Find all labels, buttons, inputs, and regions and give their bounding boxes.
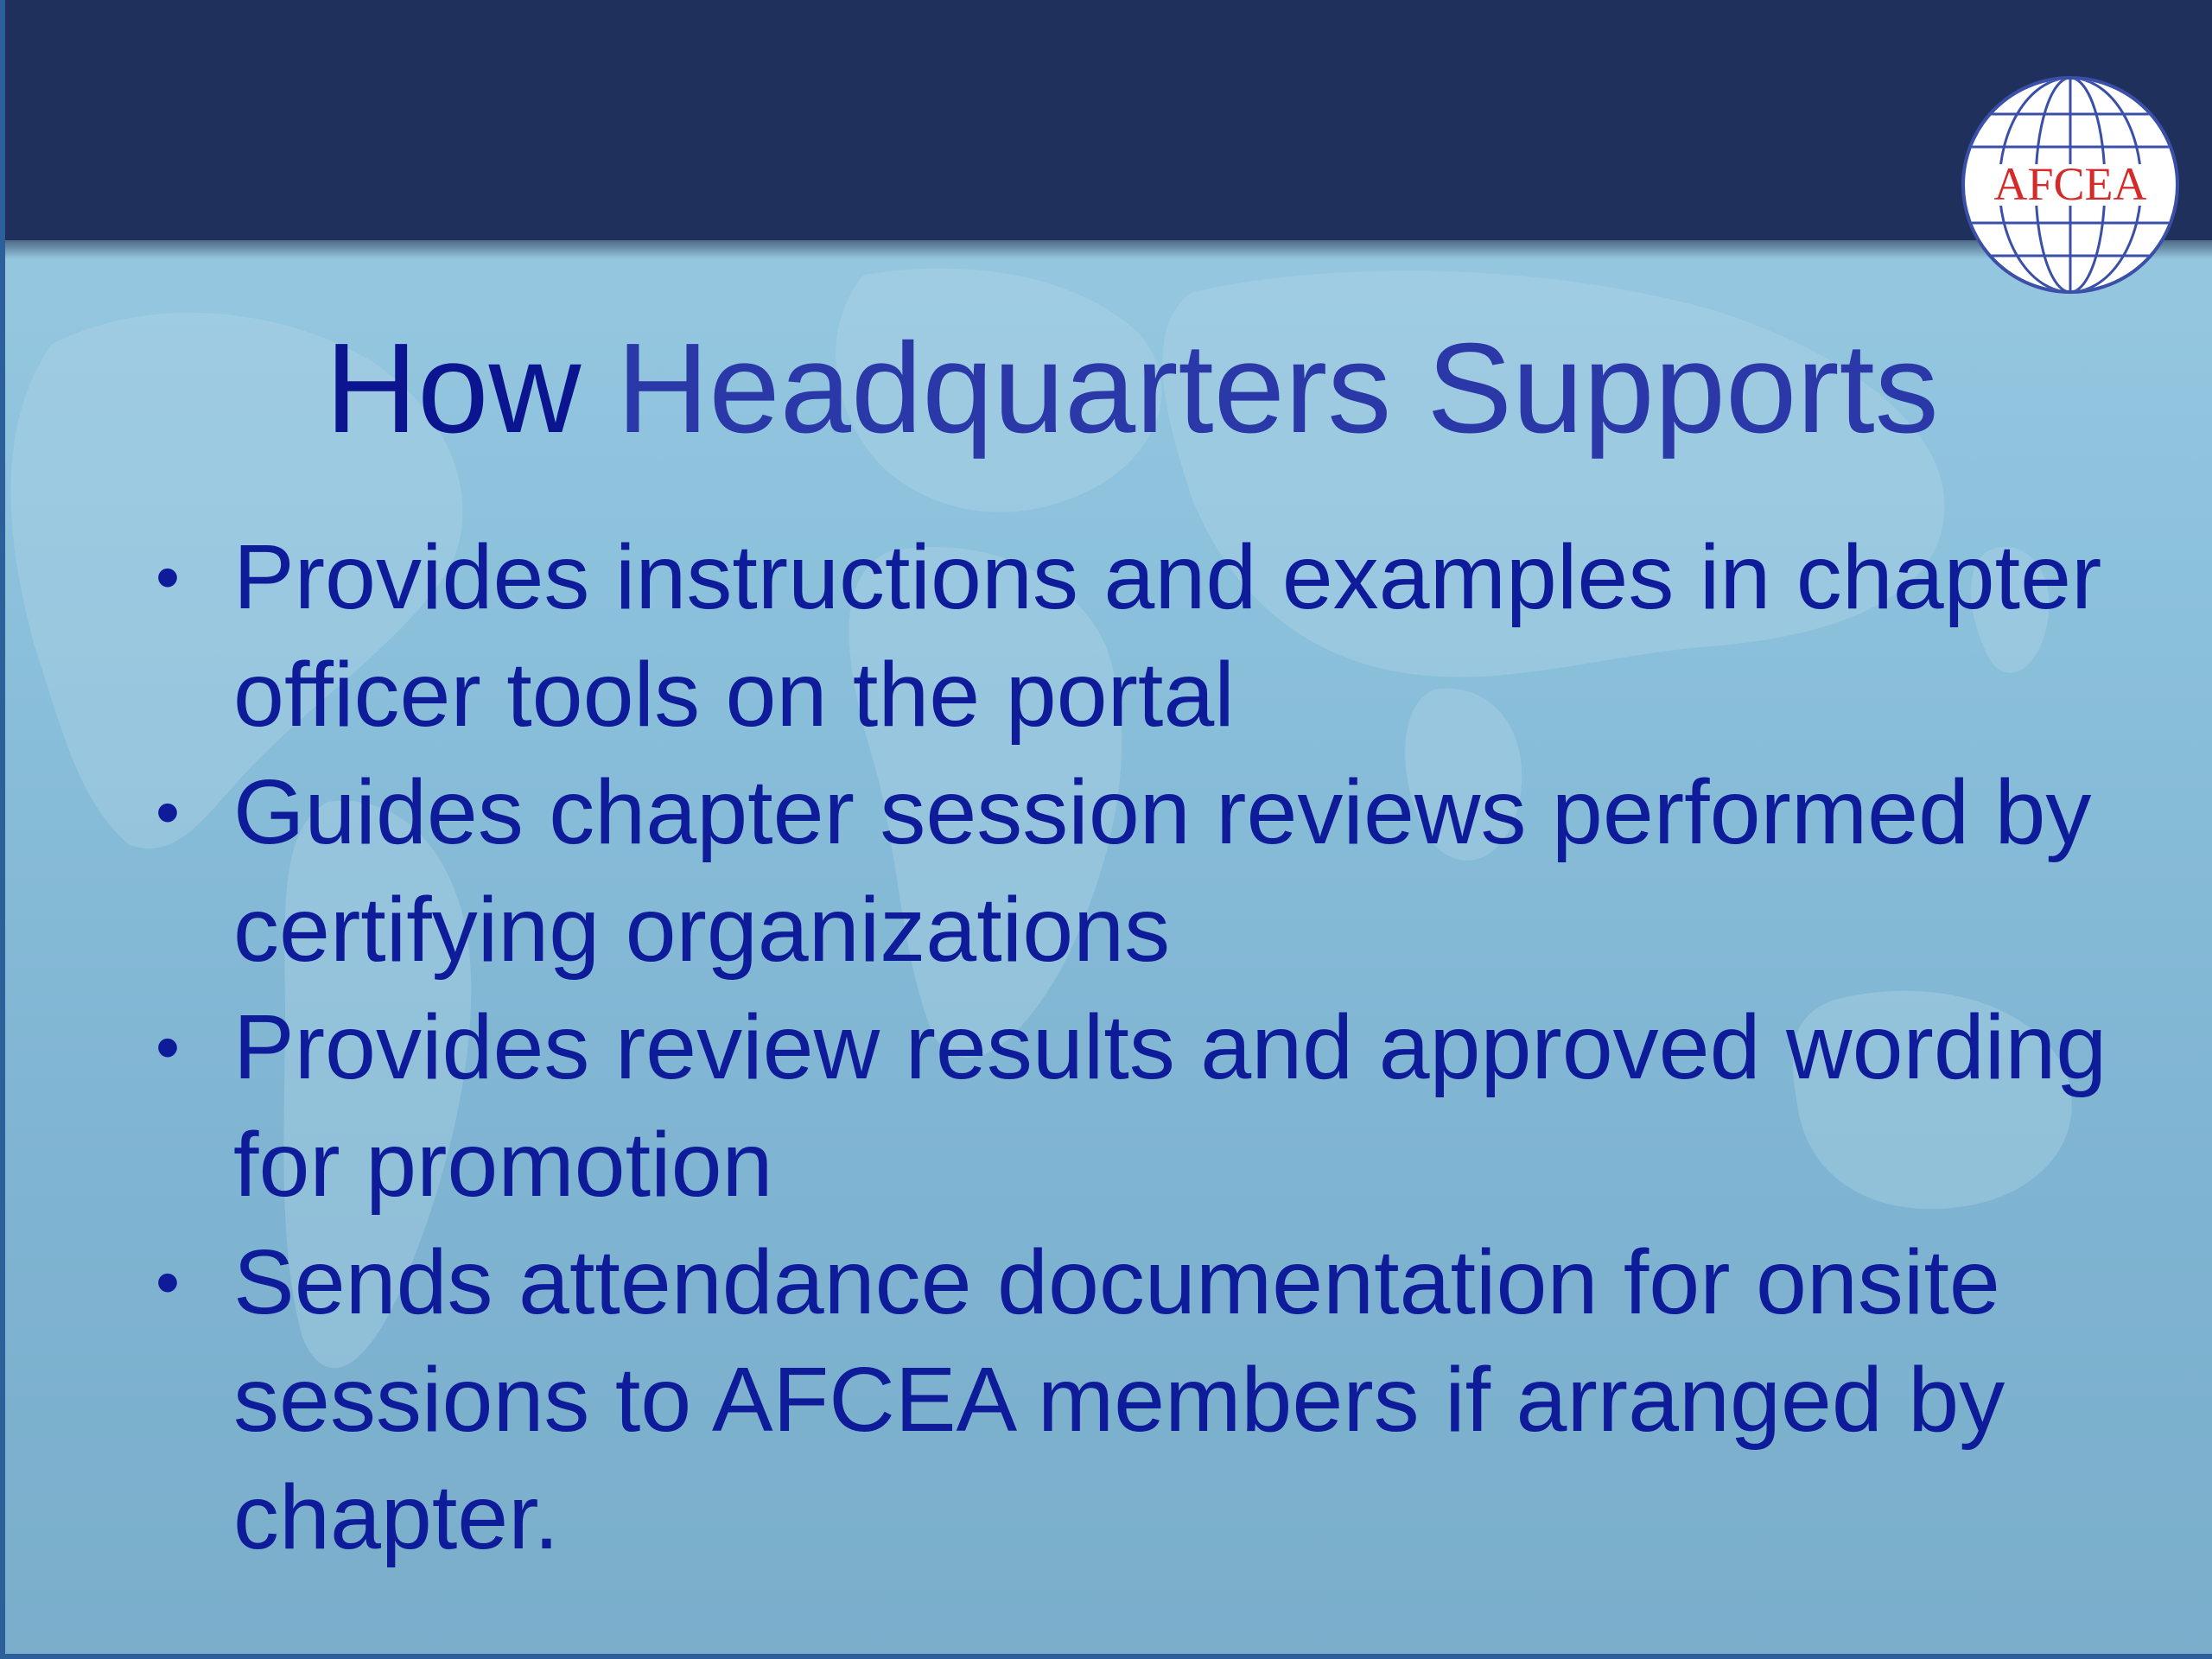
header-band (0, 0, 2212, 240)
bullet-item (147, 753, 2117, 988)
bullet-symbol: • (156, 773, 181, 850)
left-border (0, 0, 5, 1659)
bullet-list (147, 518, 2117, 1576)
bullet-text: Guides chapter session reviews performed by certifying organizations (233, 761, 2092, 981)
bullet-item (147, 1224, 2117, 1576)
bullet-symbol: • (156, 1243, 181, 1320)
afcea-logo (1960, 74, 2181, 296)
afcea-globe-icon (1960, 74, 2181, 296)
bullet-text: Sends attendance documentation for onsite sessions to AFCEA members if arranged by chapter. (233, 1231, 2005, 1568)
slide-title (0, 315, 2212, 462)
bullet-symbol: • (156, 1008, 181, 1085)
title-first-word: How (325, 317, 582, 460)
bullet-text: Provides instructions and examples in chapter officer tools on the portal (233, 526, 2102, 746)
title-rest: Headquarters Supports (581, 317, 1939, 460)
bullet-text: Provides review results and approved wording for promotion (233, 996, 2107, 1216)
header-shadow (0, 240, 2212, 259)
bullet-item (147, 518, 2117, 753)
bottom-border (0, 1654, 2212, 1659)
logo-text: AFCEA (1993, 158, 2147, 210)
bullet-symbol: • (156, 538, 181, 615)
bullet-item (147, 988, 2117, 1224)
